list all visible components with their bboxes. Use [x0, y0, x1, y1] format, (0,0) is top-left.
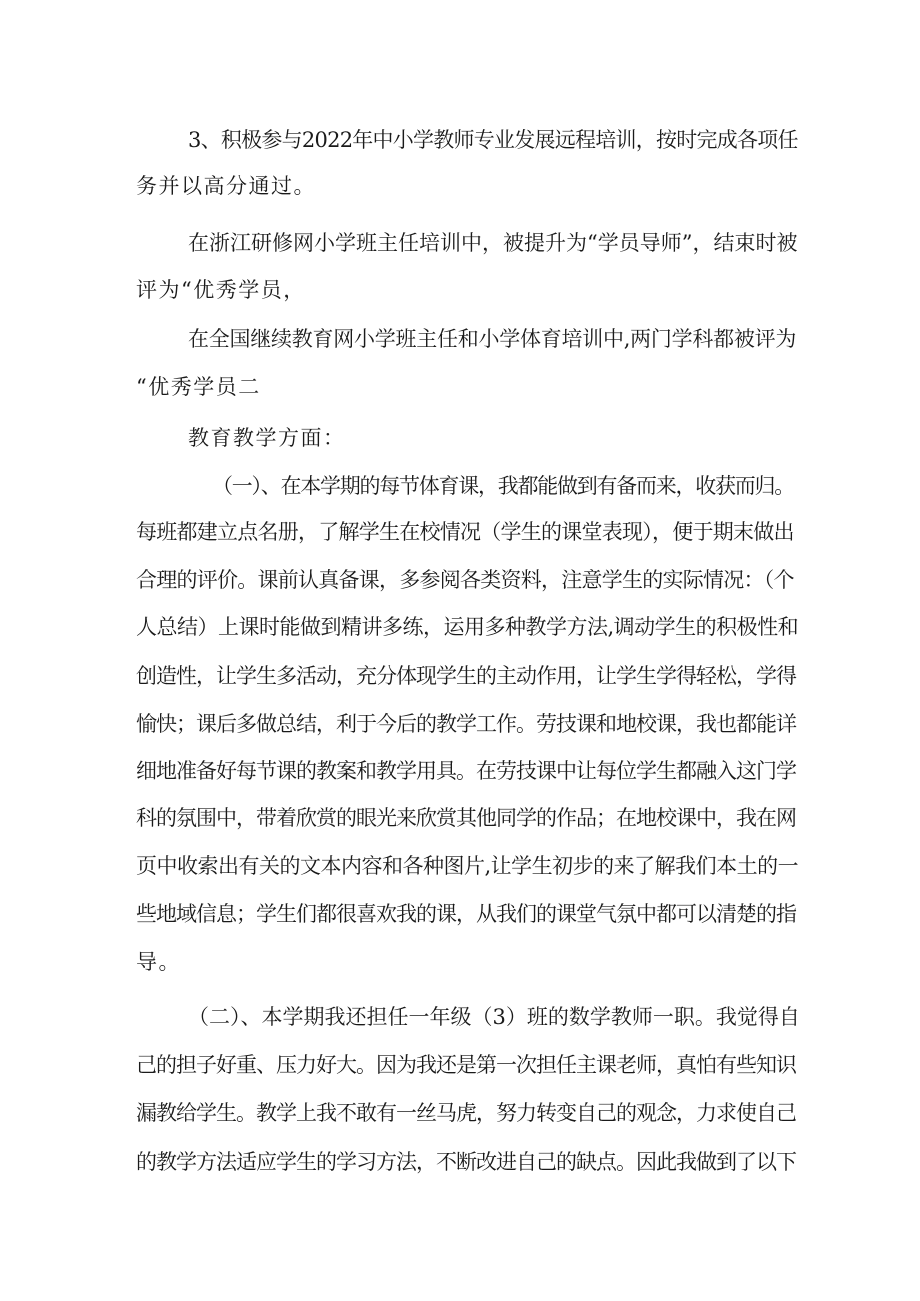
text-line: 己的担子好重、压力好大。因为我还是第一次担任主课老师，真怕有些知识	[136, 1053, 796, 1077]
text-line: 些地域信息；学生们都很喜欢我的课，从我们的课堂气氛中都可以清楚的指	[136, 902, 796, 926]
text-line: 评为“优秀学员，	[136, 278, 306, 302]
text-line: 人总结）上课时能做到精讲多练，运用多种教学方法,调动学生的积极性和	[136, 615, 799, 639]
text-line: 务并以高分通过。	[136, 174, 316, 198]
text-line: 科的氛围中，带着欣赏的眼光来欣赏其他同学的作品；在地校课中，我在网	[136, 806, 796, 830]
text-line: 在全国继续教育网小学班主任和小学体育培训中,两门学科都被评为	[188, 327, 797, 351]
text-line: （一）、在本学期的每节体育课，我都能做到有备而来，收获而归。	[212, 474, 794, 498]
text-line: 漏教给学生。教学上我不敢有一丝马虎，努力转变自己的观念，力求使自己	[136, 1101, 796, 1125]
text-line: 导。	[136, 950, 181, 974]
text-line: （二）、本学期我还担任一年级（3）班的数学教师一职。我觉得自	[188, 1005, 800, 1029]
text-line: 在浙江研修网小学班主任培训中，被提升为“学员导师”，结束时被	[188, 231, 798, 255]
text-line: “优秀学员二	[136, 375, 261, 399]
section-heading: 教育教学方面：	[188, 426, 346, 450]
text-line: 每班都建立点名册，了解学生在校情况（学生的课堂表现），便于期末做出	[136, 520, 794, 544]
text-line: 合理的评价。课前认真备课，多参阅各类资料，注意学生的实际情况：（个	[136, 568, 794, 592]
text-line: 页中收索出有关的文本内容和各种图片,让学生初步的来了解我们本土的一	[136, 854, 799, 878]
text-line: 愉快；课后多做总结，利于今后的教学工作。劳技课和地校课，我也都能详	[136, 712, 796, 736]
text-line: 细地准备好每节课的教案和教学用具。在劳技课中让每位学生都融入这门学	[136, 759, 796, 783]
text-line: 创造性，让学生多活动，充分体现学生的主动作用，让学生学得轻松，学得	[136, 664, 796, 688]
text-line: 3、积极参与2022年中小学教师专业发展远程培训，按时完成各项任	[188, 128, 798, 152]
text-line: 的教学方法适应学生的学习方法，不断改进自己的缺点。因此我做到了以下	[136, 1150, 796, 1174]
